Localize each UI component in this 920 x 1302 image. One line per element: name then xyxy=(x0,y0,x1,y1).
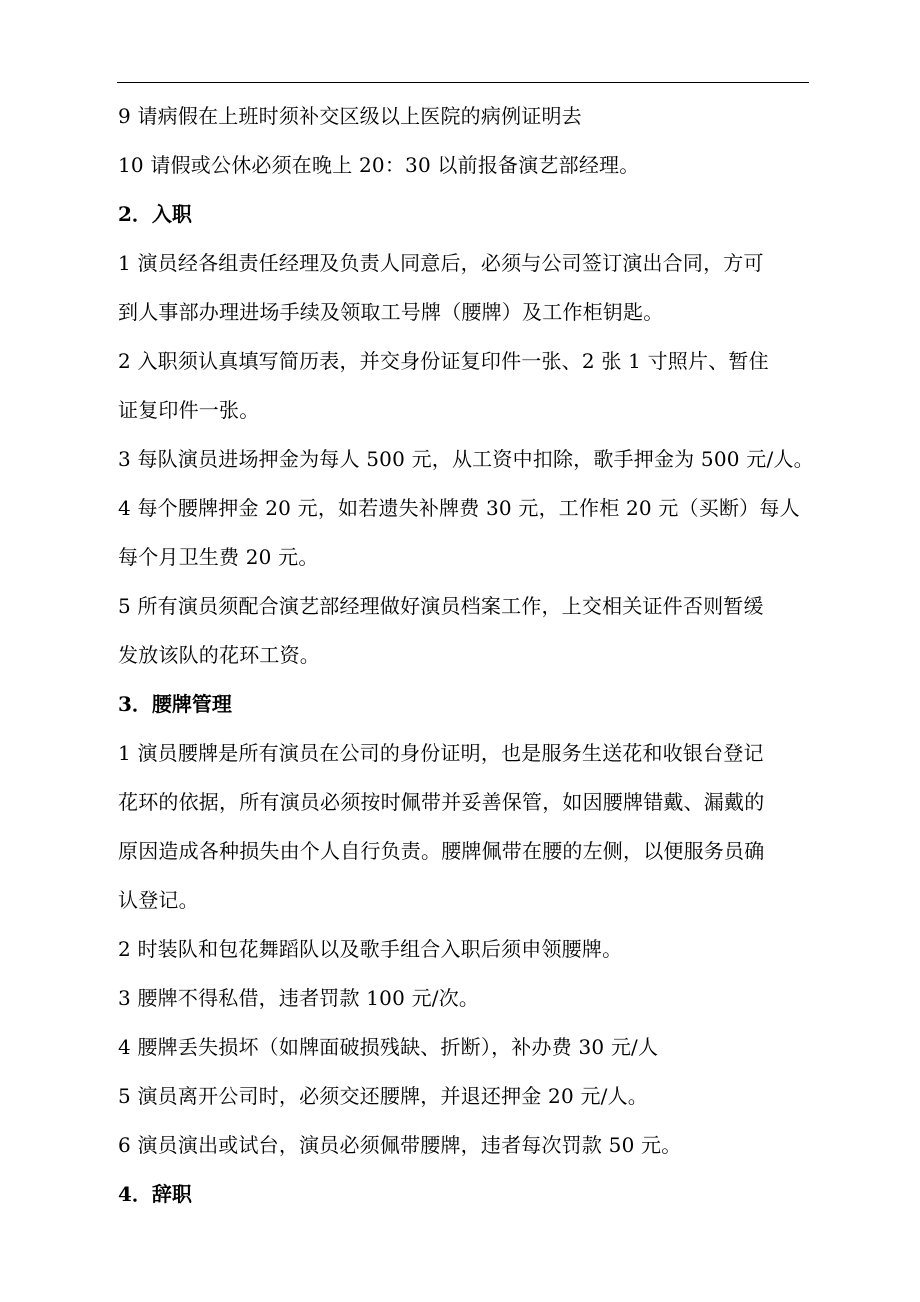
text-line: 1 演员腰牌是所有演员在公司的身份证明，也是服务生送花和收银台登记 xyxy=(118,741,764,765)
text-line: 5 所有演员须配合演艺部经理做好演员档案工作，上交相关证件否则暂缓 xyxy=(118,594,764,618)
document-body xyxy=(118,92,814,1219)
text-line: 9 请病假在上班时须补交区级以上医院的病例证明去 xyxy=(118,104,582,128)
text-line: 认登记。 xyxy=(118,888,199,912)
text-line: 证复印件一张。 xyxy=(118,398,260,422)
section-heading: 3．腰牌管理 xyxy=(118,692,232,716)
text-line: 每个月卫生费 20 元。 xyxy=(118,545,319,569)
text-line: 4 每个腰牌押金 20 元，如若遗失补牌费 30 元，工作柜 20 元（买断）每人 xyxy=(118,496,800,520)
section-heading: 4．辞职 xyxy=(118,1182,192,1206)
text-line: 4 腰牌丢失损坏（如牌面破损残缺、折断），补办费 30 元/人 xyxy=(118,1035,659,1059)
text-line: 到人事部办理进场手续及领取工号牌（腰牌）及工作柜钥匙。 xyxy=(118,300,664,324)
header-rule xyxy=(117,82,809,83)
text-line: 原因造成各种损失由个人自行负责。腰牌佩带在腰的左侧，以便服务员确 xyxy=(118,839,765,863)
text-line: 1 演员经各组责任经理及负责人同意后，必须与公司签订演出合同，方可 xyxy=(118,251,764,275)
text-line: 6 演员演出或试台，演员必须佩带腰牌，违者每次罚款 50 元。 xyxy=(118,1133,682,1157)
text-line: 10 请假或公休必须在晚上 20：30 以前报备演艺部经理。 xyxy=(118,153,640,177)
text-line: 3 腰牌不得私借，违者罚款 100 元/次。 xyxy=(118,986,480,1010)
text-line: 发放该队的花环工资。 xyxy=(118,643,320,667)
text-line: 3 每队演员进场押金为每人 500 元，从工资中扣除，歌手押金为 500 元/人。 xyxy=(118,447,814,471)
text-line: 2 入职须认真填写简历表，并交身份证复印件一张、2 张 1 寸照片、暂住 xyxy=(118,349,769,373)
text-line: 花环的依据，所有演员必须按时佩带并妥善保管，如因腰牌错戴、漏戴的 xyxy=(118,790,765,814)
text-line: 2 时装队和包花舞蹈队以及歌手组合入职后须申领腰牌。 xyxy=(118,937,623,961)
text-line: 5 演员离开公司时，必须交还腰牌，并退还押金 20 元/人。 xyxy=(118,1084,648,1108)
section-heading: 2．入职 xyxy=(118,202,192,226)
